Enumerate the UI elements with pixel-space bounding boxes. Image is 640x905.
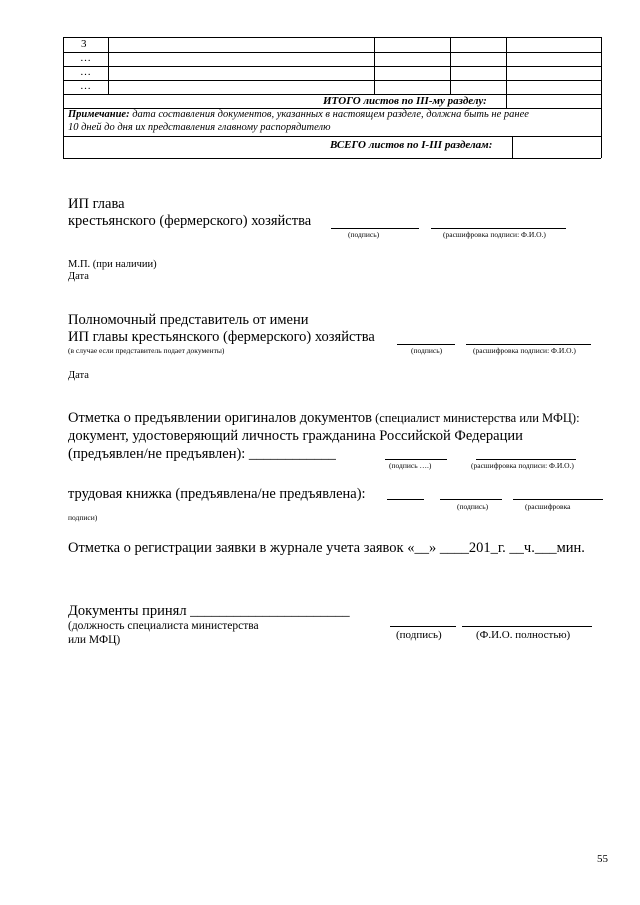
sig-caption: (подпись) <box>348 230 380 239</box>
mp-label: М.П. (при наличии) <box>68 259 157 270</box>
decode-line <box>466 344 591 345</box>
row-number: … <box>80 52 91 64</box>
workbook-line: трудовая книжка (предъявлена/не предъявлена): <box>68 486 366 502</box>
itogo-label: ИТОГО листов по III-му разделу: <box>323 95 487 107</box>
decode-line <box>431 228 566 229</box>
table-note-line2: 10 дней до дня их представления главному распорядителю <box>68 122 331 133</box>
signature-line <box>331 228 419 229</box>
sig-caption: (подпись) <box>411 346 443 355</box>
rep-line2: ИП главы крестьянского (фермерского) хозяйства <box>68 329 375 345</box>
signature-line <box>440 499 502 500</box>
mark-line3: (предъявлен/не предъявлен): ____________ <box>68 446 336 462</box>
table-note <box>68 109 529 120</box>
mark-line1-text: Отметка о предъявлении оригиналов документов <box>68 410 372 426</box>
signature-line <box>397 344 455 345</box>
note-bold: Примечание: <box>68 109 130 120</box>
workbook-blank-line <box>387 499 424 500</box>
signature-line <box>390 626 456 627</box>
accepted-line2: (должность специалиста министерства <box>68 620 259 632</box>
rep-line1: Полномочный представитель от имени <box>68 312 309 328</box>
note-text: дата составления документов, указанных в настоящем разделе, должна быть не ранее <box>129 109 529 120</box>
decode-caption: (расшифровка <box>525 502 571 511</box>
mark-line1-small: (специалист министерства или МФЦ): <box>371 411 580 425</box>
vsego-label: ВСЕГО листов по I-III разделам: <box>330 139 493 151</box>
decode-caption: (расшифровка подписи: Ф.И.О.) <box>443 230 546 239</box>
date-label: Дата <box>68 271 89 282</box>
page-number: 55 <box>597 853 608 865</box>
mark-line1 <box>68 410 580 427</box>
date-label: Дата <box>68 370 89 381</box>
ip-line1: ИП глава <box>68 196 125 212</box>
signature-line <box>385 459 447 460</box>
mark-line2: документ, удостоверяющий личность гражданина Российской Федерации <box>68 428 523 444</box>
ip-line2: крестьянского (фермерского) хозяйства <box>68 213 312 229</box>
decode-caption-cont: подписи) <box>68 513 98 522</box>
sig-caption: (подпись) <box>457 502 489 511</box>
registration-line: Отметка о регистрации заявки в журнале учета заявок «__» ____201_г. __ч.___мин. <box>68 540 585 556</box>
fio-line <box>462 626 592 627</box>
row-number: … <box>80 80 91 92</box>
decode-line <box>476 459 576 460</box>
rep-small-note: (в случае если представитель подает документы) <box>68 346 225 355</box>
row-number: 3 <box>81 38 87 50</box>
accepted-line3: или МФЦ) <box>68 634 121 646</box>
accepted-line1: Документы принял ______________________ <box>68 603 350 619</box>
sig-caption: (подпись) <box>396 629 442 641</box>
sig-caption: (подпись ….) <box>389 461 432 470</box>
decode-caption: (расшифровка подписи: Ф.И.О.) <box>473 346 576 355</box>
fio-caption: (Ф.И.О. полностью) <box>476 629 571 641</box>
row-number: … <box>80 66 91 78</box>
decode-caption: (расшифровка подписи: Ф.И.О.) <box>471 461 574 470</box>
decode-line <box>513 499 603 500</box>
